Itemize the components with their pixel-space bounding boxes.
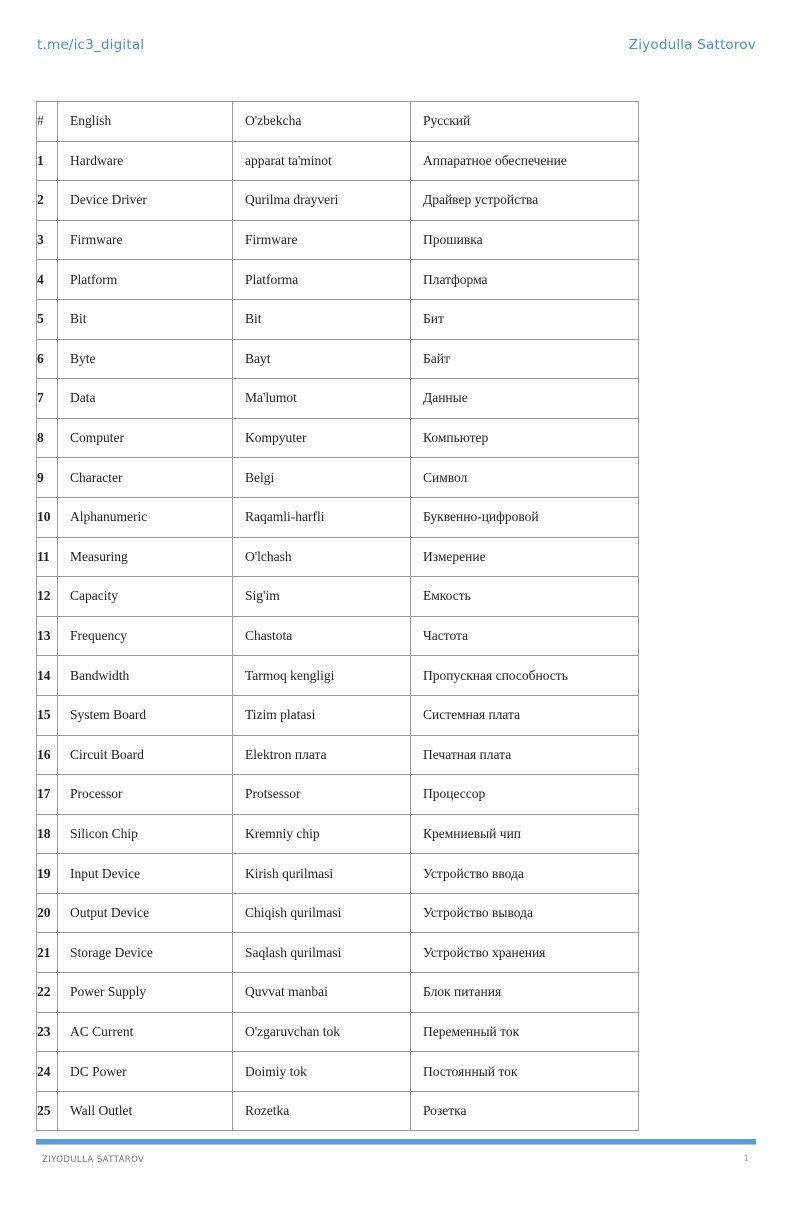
english-term-cell: AC Current	[58, 1012, 233, 1052]
russian-term-cell: Символ	[411, 458, 639, 498]
uzbek-term-cell: Doimiy tok	[233, 1052, 411, 1092]
table-row	[37, 537, 639, 577]
russian-term-cell: Частота	[411, 616, 639, 656]
russian-term-cell: Розетка	[411, 1091, 639, 1131]
russian-term-cell: Прошивка	[411, 220, 639, 260]
row-number-cell: 7	[37, 379, 58, 419]
table-row	[37, 577, 639, 617]
row-number-cell: 4	[37, 260, 58, 300]
row-number-cell: 1	[37, 141, 58, 181]
uzbek-term-cell: Belgi	[233, 458, 411, 498]
russian-term-cell: Устройство хранения	[411, 933, 639, 973]
uzbek-term-cell: Elektron плата	[233, 735, 411, 775]
english-term-cell: Processor	[58, 775, 233, 815]
uzbek-term-cell: Qurilma drayveri	[233, 181, 411, 221]
uzbek-term-cell: Firmware	[233, 220, 411, 260]
table-row	[37, 893, 639, 933]
row-number-cell: 21	[37, 933, 58, 973]
table-row	[37, 1052, 639, 1092]
row-number-cell: 25	[37, 1091, 58, 1131]
uzbek-term-cell: Chiqish qurilmasi	[233, 893, 411, 933]
table-row	[37, 735, 639, 775]
russian-term-cell: Измерение	[411, 537, 639, 577]
uzbek-term-cell: Chastota	[233, 616, 411, 656]
russian-term-cell: Данные	[411, 379, 639, 419]
russian-term-cell: Буквенно-цифровой	[411, 497, 639, 537]
footer-author-name: ZIYODULLA SATTAROV	[42, 1155, 145, 1165]
uzbek-term-cell: O'lchash	[233, 537, 411, 577]
english-term-cell: Measuring	[58, 537, 233, 577]
uzbek-term-cell: Raqamli-harfli	[233, 497, 411, 537]
russian-term-cell: Платформа	[411, 260, 639, 300]
russian-term-cell: Кремниевый чип	[411, 814, 639, 854]
russian-term-cell: Устройство ввода	[411, 854, 639, 894]
column-header-russian: Русский	[411, 102, 639, 142]
english-term-cell: Power Supply	[58, 973, 233, 1013]
table-row	[37, 299, 639, 339]
uzbek-term-cell: Saqlash qurilmasi	[233, 933, 411, 973]
table-row	[37, 933, 639, 973]
russian-term-cell: Процессор	[411, 775, 639, 815]
uzbek-term-cell: Tarmoq kengligi	[233, 656, 411, 696]
english-term-cell: Output Device	[58, 893, 233, 933]
table-row	[37, 695, 639, 735]
english-term-cell: Circuit Board	[58, 735, 233, 775]
vocabulary-table	[36, 101, 639, 1131]
english-term-cell: Wall Outlet	[58, 1091, 233, 1131]
uzbek-term-cell: Kremniy chip	[233, 814, 411, 854]
english-term-cell: Bandwidth	[58, 656, 233, 696]
uzbek-term-cell: O'zgaruvchan tok	[233, 1012, 411, 1052]
row-number-cell: 9	[37, 458, 58, 498]
table-row	[37, 1091, 639, 1131]
uzbek-term-cell: Bayt	[233, 339, 411, 379]
russian-term-cell: Емкость	[411, 577, 639, 617]
russian-term-cell: Системная плата	[411, 695, 639, 735]
header-link-text: t.me/ic3_digital	[37, 37, 145, 53]
english-term-cell: Character	[58, 458, 233, 498]
row-number-cell: 8	[37, 418, 58, 458]
row-number-cell: 13	[37, 616, 58, 656]
english-term-cell: Device Driver	[58, 181, 233, 221]
row-number-cell: 2	[37, 181, 58, 221]
row-number-cell: 3	[37, 220, 58, 260]
row-number-cell: 19	[37, 854, 58, 894]
english-term-cell: DC Power	[58, 1052, 233, 1092]
header-author-name: Ziyodulla Sattorov	[628, 37, 756, 53]
russian-term-cell: Устройство вывода	[411, 893, 639, 933]
table-row	[37, 220, 639, 260]
table-row	[37, 379, 639, 419]
russian-term-cell: Печатная плата	[411, 735, 639, 775]
table-row	[37, 181, 639, 221]
english-term-cell: Alphanumeric	[58, 497, 233, 537]
table-row	[37, 616, 639, 656]
page-number: 1	[743, 1154, 749, 1163]
row-number-cell: 22	[37, 973, 58, 1013]
english-term-cell: Firmware	[58, 220, 233, 260]
table-row	[37, 814, 639, 854]
uzbek-term-cell: Bit	[233, 299, 411, 339]
table-header-row	[37, 102, 639, 142]
row-number-cell: 12	[37, 577, 58, 617]
uzbek-term-cell: Kirish qurilmasi	[233, 854, 411, 894]
uzbek-term-cell: Rozetka	[233, 1091, 411, 1131]
russian-term-cell: Пропускная способность	[411, 656, 639, 696]
row-number-cell: 17	[37, 775, 58, 815]
row-number-cell: 10	[37, 497, 58, 537]
column-header-english: English	[58, 102, 233, 142]
column-header-number: #	[37, 102, 58, 142]
row-number-cell: 5	[37, 299, 58, 339]
table-row	[37, 458, 639, 498]
row-number-cell: 6	[37, 339, 58, 379]
row-number-cell: 16	[37, 735, 58, 775]
uzbek-term-cell: Quvvat manbai	[233, 973, 411, 1013]
russian-term-cell: Драйвер устройства	[411, 181, 639, 221]
english-term-cell: Capacity	[58, 577, 233, 617]
russian-term-cell: Аппаратное обеспечение	[411, 141, 639, 181]
table-row	[37, 854, 639, 894]
table-row	[37, 775, 639, 815]
row-number-cell: 15	[37, 695, 58, 735]
table-row	[37, 656, 639, 696]
column-header-uzbek: O'zbekcha	[233, 102, 411, 142]
uzbek-term-cell: Kompyuter	[233, 418, 411, 458]
table-row	[37, 418, 639, 458]
table-row	[37, 141, 639, 181]
row-number-cell: 23	[37, 1012, 58, 1052]
uzbek-term-cell: Platforma	[233, 260, 411, 300]
english-term-cell: System Board	[58, 695, 233, 735]
russian-term-cell: Бит	[411, 299, 639, 339]
english-term-cell: Computer	[58, 418, 233, 458]
english-term-cell: Data	[58, 379, 233, 419]
table-row	[37, 339, 639, 379]
russian-term-cell: Переменный ток	[411, 1012, 639, 1052]
english-term-cell: Silicon Chip	[58, 814, 233, 854]
russian-term-cell: Блок питания	[411, 973, 639, 1013]
russian-term-cell: Компьютер	[411, 418, 639, 458]
table-row	[37, 260, 639, 300]
footer-divider-shadow	[36, 1144, 756, 1145]
uzbek-term-cell: Protsessor	[233, 775, 411, 815]
english-term-cell: Bit	[58, 299, 233, 339]
row-number-cell: 18	[37, 814, 58, 854]
row-number-cell: 14	[37, 656, 58, 696]
uzbek-term-cell: Ma'lumot	[233, 379, 411, 419]
english-term-cell: Storage Device	[58, 933, 233, 973]
english-term-cell: Hardware	[58, 141, 233, 181]
uzbek-term-cell: Sig'im	[233, 577, 411, 617]
uzbek-term-cell: apparat ta'minot	[233, 141, 411, 181]
table-row	[37, 497, 639, 537]
table-row	[37, 973, 639, 1013]
russian-term-cell: Постоянный ток	[411, 1052, 639, 1092]
english-term-cell: Platform	[58, 260, 233, 300]
english-term-cell: Frequency	[58, 616, 233, 656]
table-row	[37, 1012, 639, 1052]
row-number-cell: 11	[37, 537, 58, 577]
english-term-cell: Byte	[58, 339, 233, 379]
row-number-cell: 20	[37, 893, 58, 933]
row-number-cell: 24	[37, 1052, 58, 1092]
english-term-cell: Input Device	[58, 854, 233, 894]
uzbek-term-cell: Tizim platasi	[233, 695, 411, 735]
table-body	[37, 141, 639, 1131]
russian-term-cell: Байт	[411, 339, 639, 379]
